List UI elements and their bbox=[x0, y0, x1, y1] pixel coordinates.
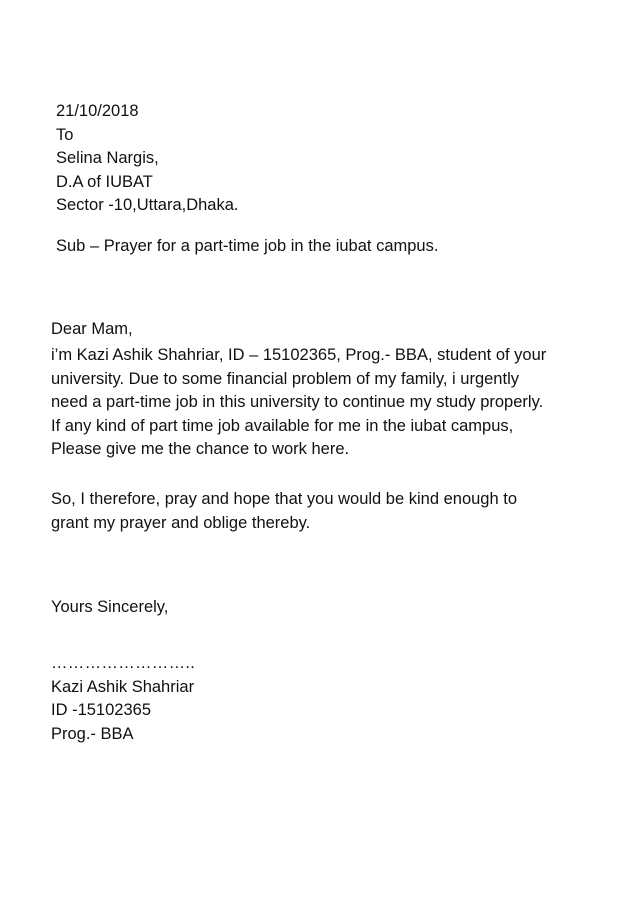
recipient-to: To bbox=[56, 125, 74, 144]
signer-program: Prog.- BBA bbox=[51, 724, 134, 743]
body-paragraph-1 bbox=[51, 344, 546, 462]
subject-line: Sub – Prayer for a part-time job in the iubat campus. bbox=[56, 237, 439, 255]
paragraph-line: So, I therefore, pray and hope that you would be kind enough to bbox=[51, 490, 517, 508]
recipient-title: D.A of IUBAT bbox=[56, 172, 153, 191]
letter-date: 21/10/2018 bbox=[56, 102, 139, 120]
signature-line: …………………….. bbox=[51, 654, 196, 672]
paragraph-line: If any kind of part time job available for me in the iubat campus, bbox=[51, 416, 514, 435]
recipient-block bbox=[56, 100, 239, 218]
paragraph-line: i’m Kazi Ashik Shahriar, ID – 15102365, Prog.- BBA, student of your bbox=[51, 346, 547, 364]
salutation: Dear Mam, bbox=[51, 320, 133, 338]
recipient-address: Sector -10,Uttara,Dhaka. bbox=[56, 196, 239, 214]
recipient-name: Selina Nargis, bbox=[56, 149, 159, 167]
paragraph-line: need a part-time job in this university to continue my study properly. bbox=[51, 393, 544, 411]
paragraph-line: Please give me the chance to work here. bbox=[51, 440, 350, 458]
closing: Yours Sincerely, bbox=[51, 598, 169, 616]
signer-name: Kazi Ashik Shahriar bbox=[51, 677, 195, 696]
paragraph-line: grant my prayer and oblige thereby. bbox=[51, 513, 311, 532]
signature-block bbox=[51, 652, 195, 746]
body-paragraph-2 bbox=[51, 488, 517, 535]
signer-id: ID -15102365 bbox=[51, 701, 151, 719]
paragraph-line: university. Due to some financial problem of my family, i urgently bbox=[51, 369, 519, 388]
